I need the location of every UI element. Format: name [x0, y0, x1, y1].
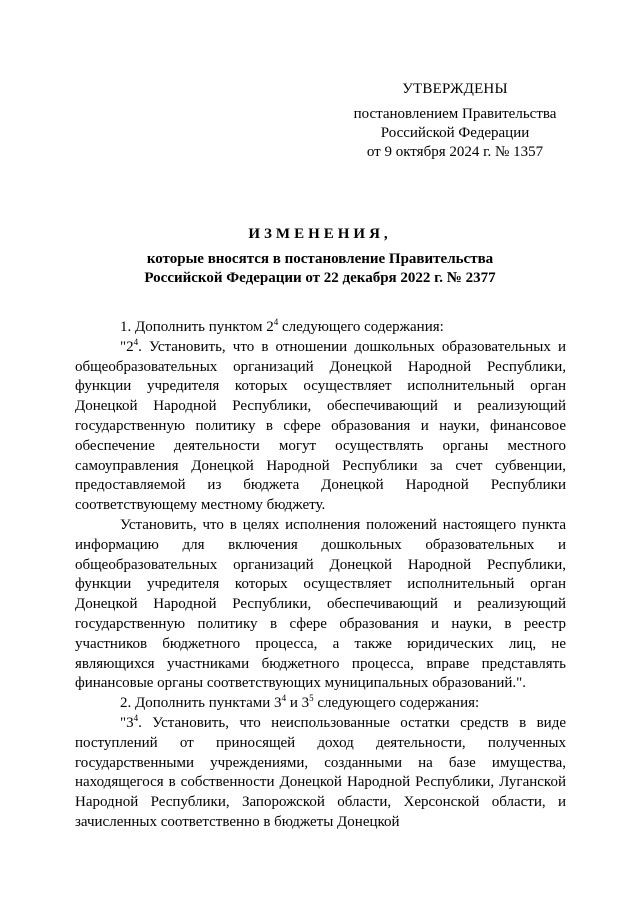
paragraph-2: "$2^4$. Установить, что в отношении дошкольных образовательных и общеобразовательных организаций Донецкой Народной Республики, функции учредителя которых осуществляет исполнительный орган Донецкой Народной Республики, обеспечивающий и реализующий государственную политику в сфере образования и науки, финансовое обеспечение деятельности могут осуществлять органы местного самоуправления Донецкой Народной Республики за счет субвенции, предоставляемой из бюджета Донецкой Народной Республики соответствующему местному бюджету. — [75, 336, 566, 514]
paragraph-4: 2. Дополнить пунктами $3^4$ и $3^5$ следующего содержания: — [120, 693, 480, 712]
approval-line: постановлением Правительства — [353, 106, 557, 122]
title-main: ИЗМЕНЕНИЯ, — [248, 226, 392, 242]
paragraph-3: Установить, что в целях исполнения положений настоящего пункта информацию для включения дошкольных образовательных и общеобразовательных организаций Донецкой Народной Республики, функции учредителя которых осуществляет исполнительный орган Донецкой Народной Республики, обеспечивающий и реализующий государственную политику в сфере образования и науки, в реестр участников бюджетного процесса, а также юридических лиц, не являющихся участниками бюджетного процесса, вправе представлять финансовые органы соответствующих муниципальных образований.". — [75, 516, 566, 692]
approval-stamp — [330, 80, 580, 162]
paragraph-5: "$3^4$. Установить, что неиспользованные остатки средств в виде поступлений от приносящей доход деятельности, полученных государственными учреждениями, созданными на базе имущества, находящегося в собственности Донецкой Народной Республики, Луганской Народной Республики, Запорожской области, Херсонской области, и зачисленных соответственно в бюджеты Донецкой — [75, 712, 566, 830]
approval-line: Российской Федерации — [380, 125, 530, 141]
title-subtitle: Российской Федерации от 22 декабря 2022 г. № 2377 — [144, 270, 496, 286]
document-title — [60, 225, 580, 288]
approval-line: от 9 октября 2024 г. № 1357 — [366, 144, 544, 160]
title-subtitle: которые вносятся в постановление Правительства — [146, 251, 494, 267]
approval-heading: УТВЕРЖДЕНЫ — [402, 81, 508, 97]
document-body — [75, 318, 566, 833]
paragraph-1: 1. Дополнить пунктом $2^4$ следующего содержания: — [120, 317, 444, 335]
